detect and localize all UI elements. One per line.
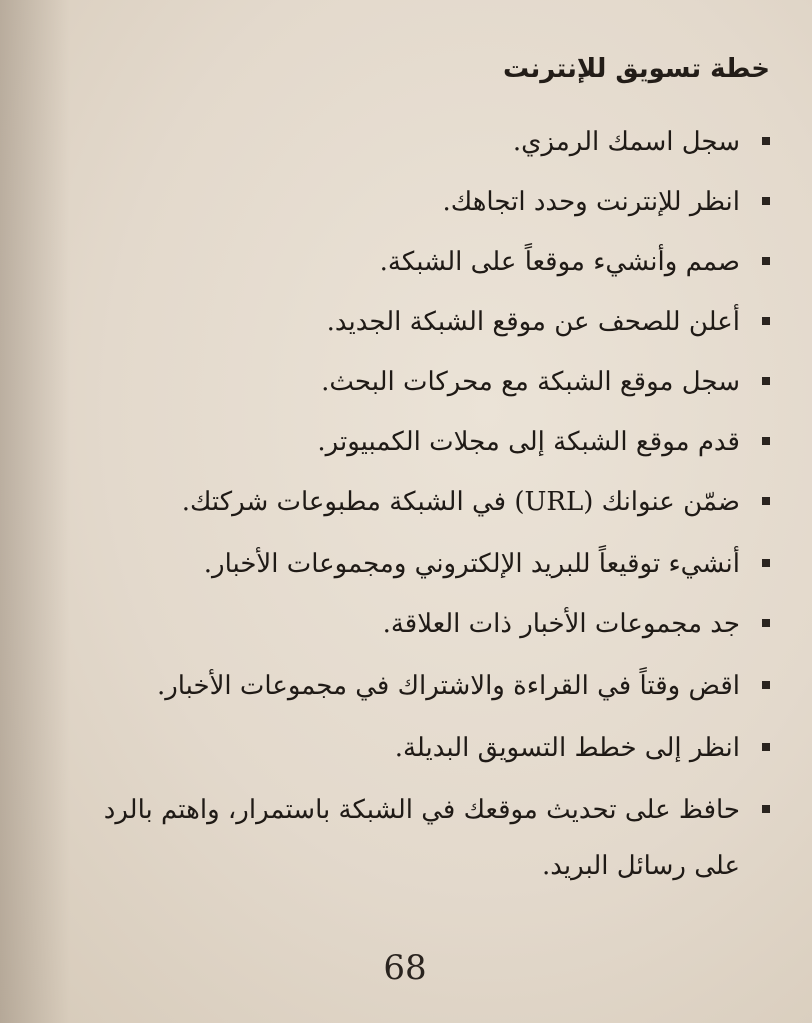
bullet-square-icon [762, 681, 770, 689]
list-item [90, 720, 770, 776]
bullet-square-icon [762, 377, 770, 385]
list-item [90, 596, 770, 652]
list-item-text: حافظ على تحديث موقعك في الشبكة باستمرار، واهتم بالرد على رسائل البريد. [103, 795, 740, 881]
bullet-square-icon [762, 497, 770, 505]
bullet-square-icon [762, 197, 770, 205]
list-item-text: انظر إلى خطط التسويق البديلة. [394, 733, 740, 763]
bullet-square-icon [762, 437, 770, 445]
list-item [90, 294, 770, 350]
list-item-text: انظر للإنترنت وحدد اتجاهك. [442, 187, 740, 217]
list-item [90, 782, 770, 894]
list-item [90, 234, 770, 290]
list-item-text: سجل موقع الشبكة مع محركات البحث. [321, 367, 740, 397]
list-item-text: اقض وقتاً في القراءة والاشتراك في مجموعات الأخبار. [156, 671, 740, 701]
list-item-text: سجل اسمك الرمزي. [512, 127, 740, 157]
list-item-text: أنشيء توقيعاً للبريد الإلكتروني ومجموعات الأخبار. [203, 549, 740, 579]
list-item [90, 354, 770, 410]
list-item [90, 474, 770, 530]
list-item [90, 658, 770, 714]
bullet-square-icon [762, 559, 770, 567]
list-item-text: أعلن للصحف عن موقع الشبكة الجديد. [326, 307, 740, 337]
book-page [40, 40, 770, 988]
list-item [90, 114, 770, 170]
bullet-square-icon [762, 257, 770, 265]
list-item-text: ضمّن عنوانك (URL) في الشبكة مطبوعات شركتك. [181, 487, 740, 517]
bullet-square-icon [762, 805, 770, 813]
bullet-square-icon [762, 137, 770, 145]
section-heading: خطة تسويق للإنترنت [503, 54, 770, 84]
page-number: 68 [383, 948, 427, 988]
bullet-square-icon [762, 619, 770, 627]
list-item [90, 536, 770, 592]
bullet-square-icon [762, 317, 770, 325]
list-item-text: صمم وأنشيء موقعاً على الشبكة. [379, 247, 740, 277]
list-item [90, 414, 770, 470]
list-item [90, 174, 770, 230]
list-item-text: قدم موقع الشبكة إلى مجلات الكمبيوتر. [317, 427, 740, 457]
bullet-square-icon [762, 743, 770, 751]
list-item-text: جد مجموعات الأخبار ذات العلاقة. [382, 609, 740, 639]
